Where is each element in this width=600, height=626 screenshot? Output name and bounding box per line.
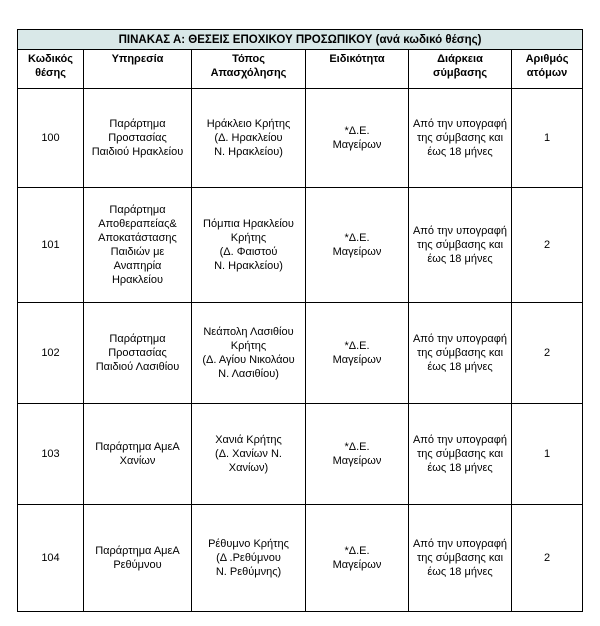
cell-location: Χανιά Κρήτης (Δ. Χανίων Ν. Χανίων) bbox=[192, 404, 306, 505]
cell-code: 103 bbox=[18, 404, 84, 505]
header-code: Κωδικός θέσης bbox=[18, 50, 84, 89]
cell-location: Πόμπια Ηρακλείου Κρήτης (Δ. Φαιστού Ν. Ηρακλείου) bbox=[192, 188, 306, 303]
cell-specialty: *Δ.Ε. Μαγείρων bbox=[306, 505, 409, 612]
cell-duration: Από την υπογραφή της σύμβασης και έως 18 μήνες bbox=[409, 404, 512, 505]
table-title: ΠΙΝΑΚΑΣ Α: ΘΕΣΕΙΣ ΕΠΟΧΙΚΟΥ ΠΡΟΣΩΠΙΚΟΥ (ανά κωδικό θέσης) bbox=[18, 30, 583, 50]
cell-persons: 2 bbox=[512, 303, 583, 404]
cell-specialty: *Δ.Ε. Μαγείρων bbox=[306, 303, 409, 404]
cell-location: Ρέθυμνο Κρήτης (Δ .Ρεθύμνου Ν. Ρεθύμνης) bbox=[192, 505, 306, 612]
cell-location: Ηράκλειο Κρήτης (Δ. Ηρακλείου Ν. Ηρακλείου) bbox=[192, 89, 306, 188]
header-persons: Αριθμός ατόμων bbox=[512, 50, 583, 89]
cell-duration: Από την υπογραφή της σύμβασης και έως 18 μήνες bbox=[409, 188, 512, 303]
table-row bbox=[18, 89, 583, 188]
cell-duration: Από την υπογραφή της σύμβασης και έως 18 μήνες bbox=[409, 89, 512, 188]
header-specialty: Ειδικότητα bbox=[306, 50, 409, 89]
header-row bbox=[18, 50, 583, 89]
cell-persons: 1 bbox=[512, 89, 583, 188]
table-row bbox=[18, 188, 583, 303]
table-row bbox=[18, 303, 583, 404]
cell-specialty: *Δ.Ε. Μαγείρων bbox=[306, 188, 409, 303]
cell-service: Παράρτημα Προστασίας Παιδιού Ηρακλείου bbox=[84, 89, 192, 188]
cell-specialty: *Δ.Ε. Μαγείρων bbox=[306, 404, 409, 505]
cell-code: 104 bbox=[18, 505, 84, 612]
cell-persons: 1 bbox=[512, 404, 583, 505]
cell-service: Παράρτημα ΑμεΑ Ρεθύμνου bbox=[84, 505, 192, 612]
cell-code: 100 bbox=[18, 89, 84, 188]
cell-service: Παράρτημα ΑμεΑ Χανίων bbox=[84, 404, 192, 505]
cell-service: Παράρτημα Προστασίας Παιδιού Λασιθίου bbox=[84, 303, 192, 404]
cell-duration: Από την υπογραφή της σύμβασης και έως 18 μήνες bbox=[409, 505, 512, 612]
cell-persons: 2 bbox=[512, 505, 583, 612]
header-location: Τόπος Απασχόλησης bbox=[192, 50, 306, 89]
table-row bbox=[18, 404, 583, 505]
positions-table-container bbox=[17, 29, 582, 612]
table-row bbox=[18, 505, 583, 612]
positions-table bbox=[17, 29, 583, 612]
header-duration: Διάρκεια σύμβασης bbox=[409, 50, 512, 89]
cell-code: 101 bbox=[18, 188, 84, 303]
cell-specialty: *Δ.Ε. Μαγείρων bbox=[306, 89, 409, 188]
cell-service: Παράρτημα Αποθεραπείας& Αποκατάστασης Παιδιών με Αναπηρία Ηρακλείου bbox=[84, 188, 192, 303]
cell-persons: 2 bbox=[512, 188, 583, 303]
cell-location: Νεάπολη Λασιθίου Κρήτης (Δ. Αγίου Νικολάου Ν. Λασιθίου) bbox=[192, 303, 306, 404]
cell-duration: Από την υπογραφή της σύμβασης και έως 18 μήνες bbox=[409, 303, 512, 404]
cell-code: 102 bbox=[18, 303, 84, 404]
header-service: Υπηρεσία bbox=[84, 50, 192, 89]
